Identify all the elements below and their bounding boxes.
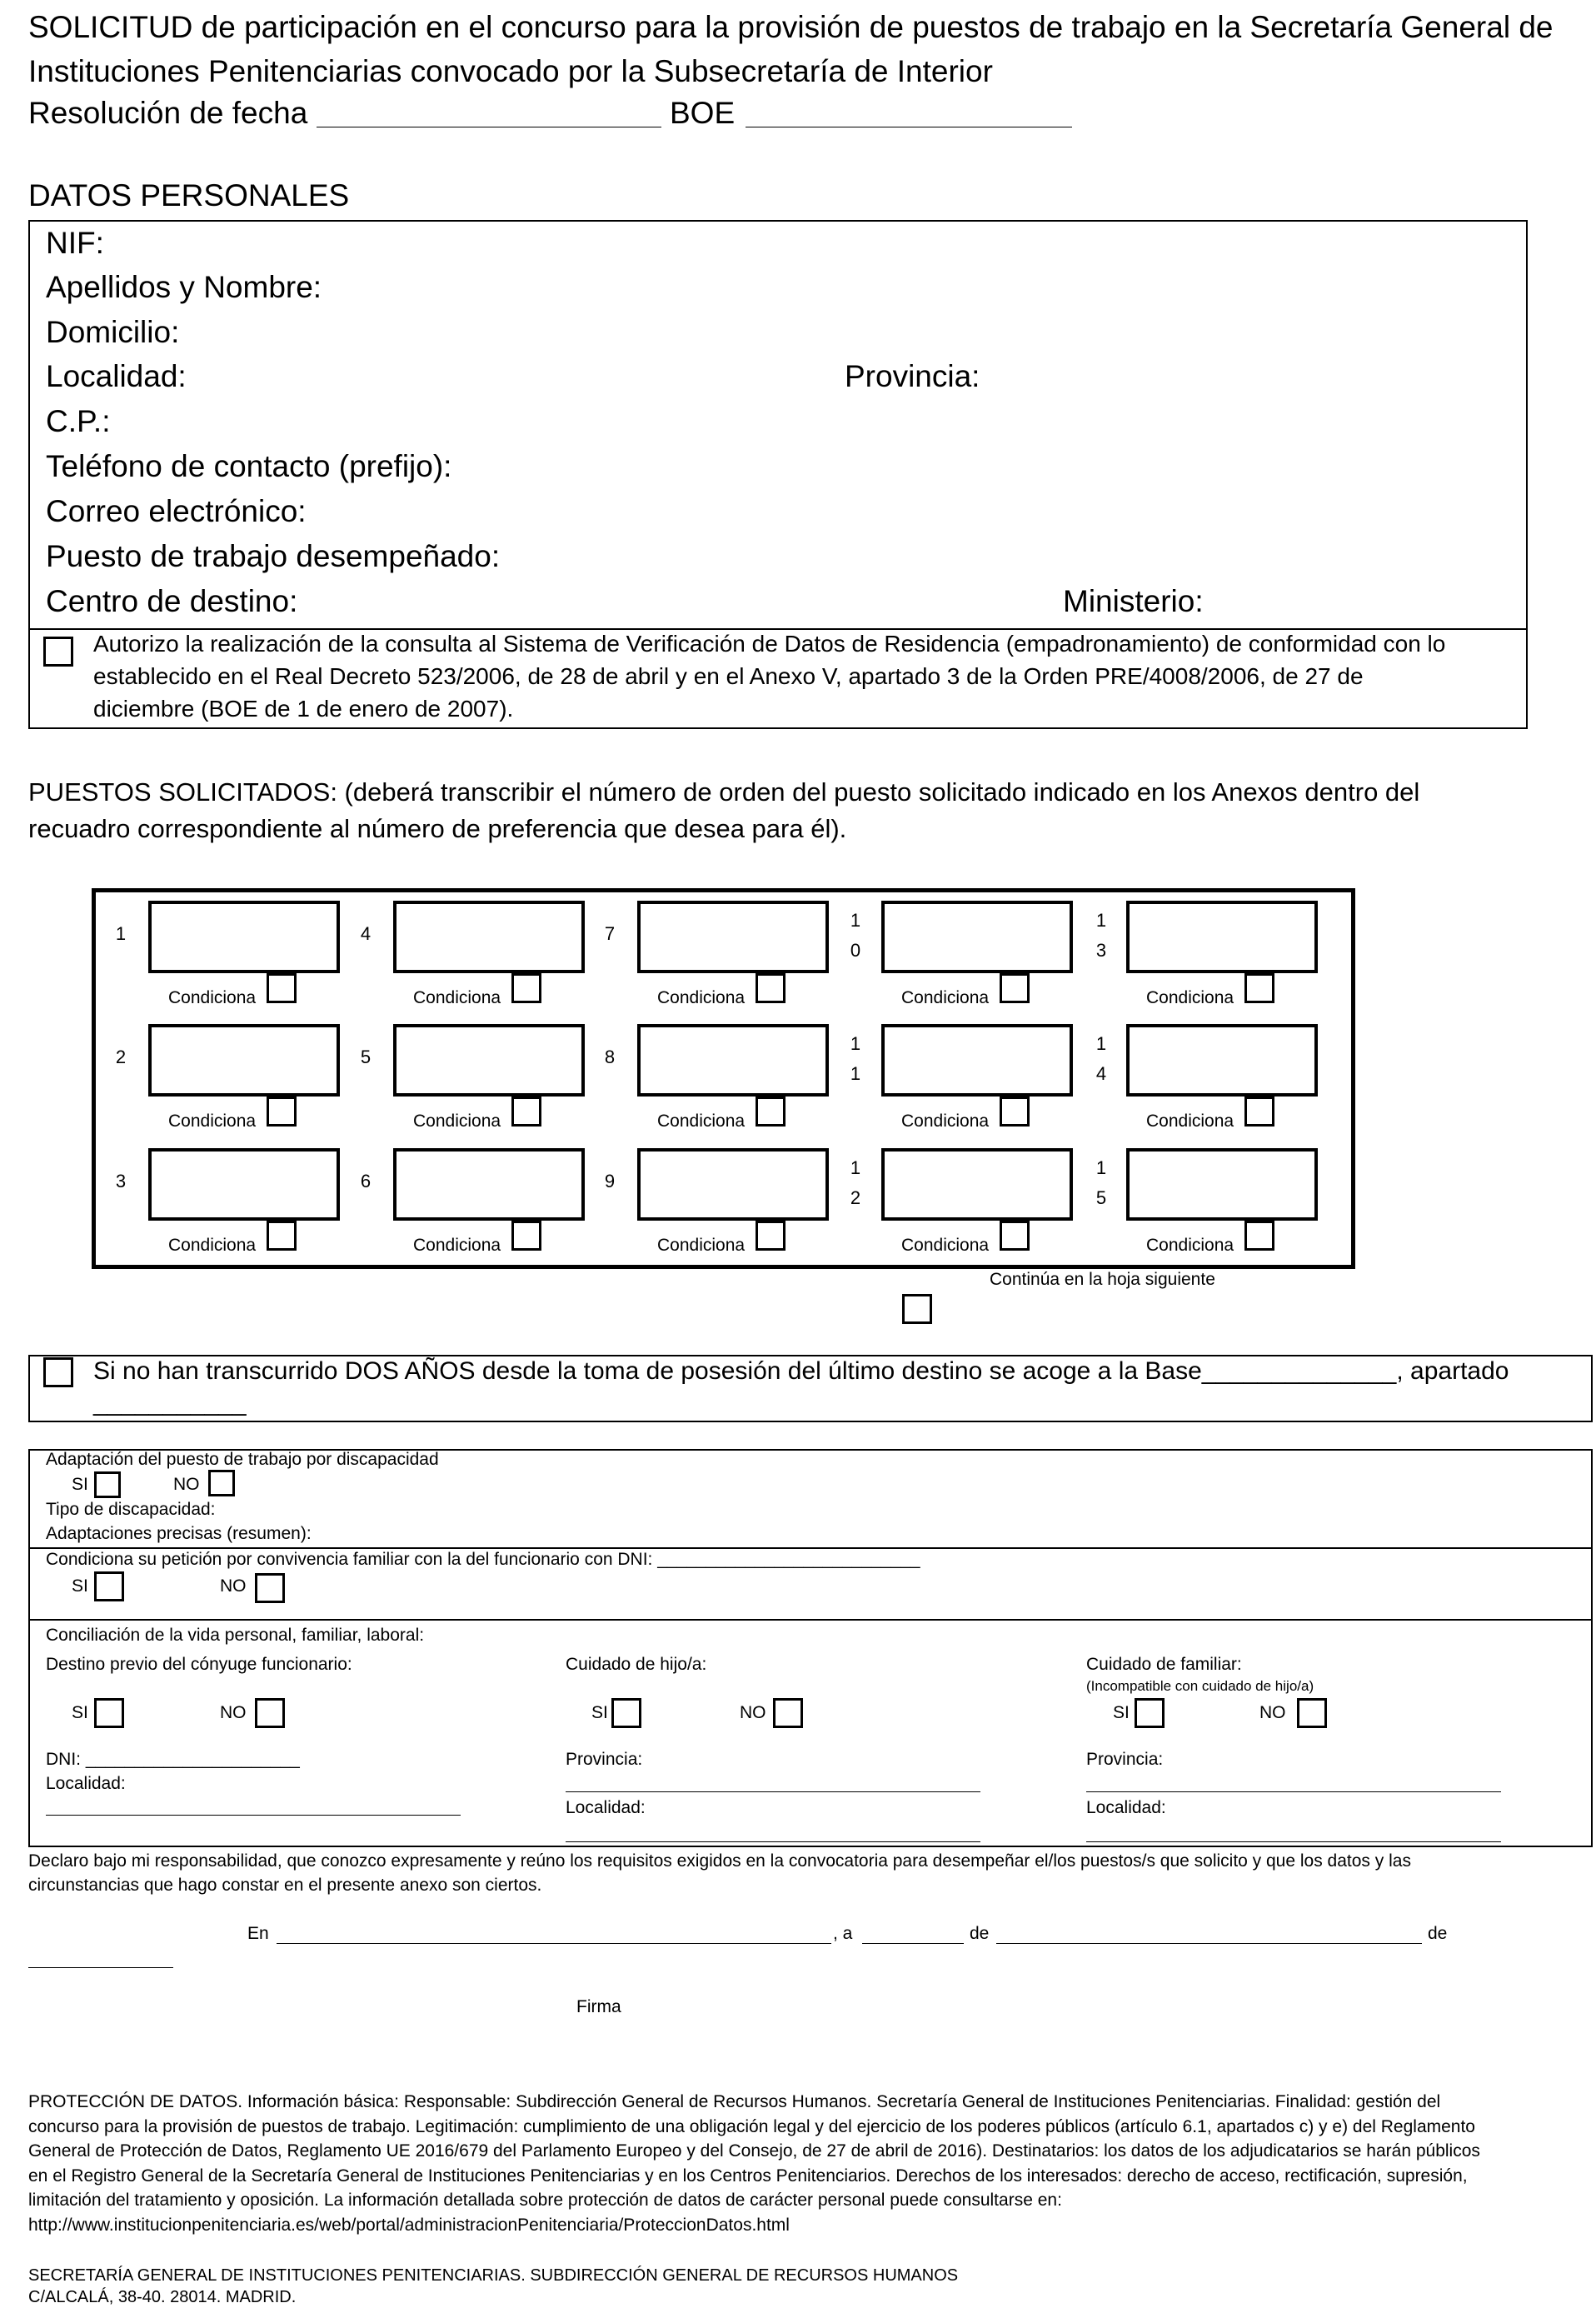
- cuidado-familiar-no-checkbox[interactable]: [1297, 1698, 1327, 1728]
- declaracion-text-2: circunstancias que hago constar en el presente anexo son ciertos.: [28, 1876, 542, 1895]
- puestos-heading-2: recuadro correspondiente al número de preferencia que desea para él).: [28, 814, 847, 843]
- preference-number: 2: [115, 1047, 127, 1067]
- fecha-a-label: , a: [833, 1924, 853, 1943]
- adaptacion-box: [28, 1449, 1593, 1847]
- declaracion-text-1: Declaro bajo mi responsabilidad, que conozco expresamente y reúno los requisitos exigidos en la convocatoria para desempeñar el/los puestos/s que solicito y que los datos y las: [28, 1851, 1411, 1871]
- fecha-de-label-2: de: [1428, 1924, 1448, 1943]
- puestos-heading-1: PUESTOS SOLICITADOS: (deberá transcribir el número de orden del puesto solicitado indicado en los Anexos dentro del: [28, 777, 1420, 807]
- puesto-field-3[interactable]: [637, 901, 829, 973]
- telefono-label: Teléfono de contacto (prefijo):: [46, 449, 452, 483]
- localidad-conyuge-label: Localidad:: [46, 1774, 126, 1793]
- condiciona-label: Condiciona: [901, 988, 990, 1007]
- dni-field[interactable]: DNI: ______________________: [46, 1750, 300, 1769]
- footer-line-2: C/ALCALÁ, 38-40. 28014. MADRID.: [28, 2288, 297, 2306]
- proteccion-datos-line: concurso para la provisión de puestos de trabajo. Legitimación: cumplimiento de una obligación legal y del ejercicio de los poderes públicos (artículo 6.1, apartados c) y e) del Reglamento: [28, 2116, 1475, 2136]
- dos-anos-checkbox[interactable]: [43, 1357, 73, 1387]
- preference-number: 9: [604, 1171, 616, 1191]
- dos-anos-text-1: Si no han transcurrido DOS AÑOS desde la toma de posesión del último destino se acoge a la Base______________, apartado: [93, 1357, 1509, 1385]
- proteccion-datos-line: en el Registro General de la Secretaría General de Instituciones Penitenciarias y en los Centros Penitenciarios. Derechos de los interesados: derecho de acceso, rectificación, supresión,: [28, 2166, 1468, 2186]
- provincia-label: Provincia:: [845, 359, 980, 393]
- preference-number: 1 1: [850, 1033, 861, 1084]
- preference-number: 5: [360, 1047, 372, 1067]
- preference-number: 1: [115, 923, 127, 944]
- preference-number: 8: [604, 1047, 616, 1067]
- firma-label: Firma: [576, 1997, 621, 2016]
- condiciona-checkbox-6[interactable]: [267, 1097, 297, 1127]
- convivencia-no-checkbox[interactable]: [255, 1573, 285, 1603]
- condiciona-label: Condiciona: [901, 1236, 990, 1255]
- puesto-field-12[interactable]: [393, 1148, 585, 1221]
- boe-label: BOE: [670, 96, 736, 130]
- mes-field[interactable]: [996, 1943, 1422, 1944]
- preference-number: 1 2: [850, 1157, 861, 1208]
- puesto-desempenado-label: Puesto de trabajo desempeñado:: [46, 539, 501, 573]
- preference-number: 1 4: [1095, 1033, 1107, 1084]
- nif-label: NIF:: [46, 226, 104, 260]
- cuidado-familiar-si-checkbox[interactable]: [1135, 1698, 1165, 1728]
- puesto-field-11[interactable]: [148, 1148, 340, 1221]
- convivencia-no-label: NO: [220, 1576, 247, 1596]
- condiciona-label: Condiciona: [657, 988, 746, 1007]
- resolucion-label: Resolución de fecha: [28, 96, 308, 130]
- puesto-field-9[interactable]: [881, 1024, 1073, 1097]
- convivencia-si-label: SI: [72, 1576, 88, 1596]
- condiciona-label: Condiciona: [1146, 1112, 1234, 1131]
- destino-previo-no-label: NO: [220, 1703, 247, 1722]
- proteccion-datos-line: limitación del tratamiento y oposición. La información detallada sobre protección de datos de carácter personal puede consultarse en:: [28, 2191, 1062, 2210]
- autorizo-text-3: diciembre (BOE de 1 de enero de 2007).: [93, 696, 514, 722]
- fecha-de-label-1: de: [970, 1924, 990, 1943]
- cp-label: C.P.:: [46, 404, 111, 438]
- divider: [28, 1619, 1593, 1621]
- condiciona-checkbox-4[interactable]: [1000, 973, 1030, 1003]
- domicilio-label: Domicilio:: [46, 315, 180, 349]
- dos-anos-text-2: ___________: [93, 1389, 247, 1416]
- preference-number: 3: [115, 1171, 127, 1191]
- puesto-field-4[interactable]: [881, 901, 1073, 973]
- dia-field[interactable]: [862, 1943, 964, 1944]
- puesto-field-7[interactable]: [393, 1024, 585, 1097]
- condiciona-label: Condiciona: [657, 1236, 746, 1255]
- proteccion-datos: [28, 2090, 1480, 2237]
- cuidado-hijo-si-label: SI: [591, 1703, 608, 1722]
- condiciona-checkbox-8[interactable]: [756, 1097, 786, 1127]
- cuidado-familiar-si-label: SI: [1113, 1703, 1130, 1722]
- autorizo-checkbox[interactable]: [43, 637, 73, 667]
- puesto-field-5[interactable]: [1126, 901, 1318, 973]
- centro-destino-label: Centro de destino:: [46, 584, 298, 618]
- puesto-field-15[interactable]: [1126, 1148, 1318, 1221]
- form-title-line-1: SOLICITUD de participación en el concurso para la provisión de puestos de trabajo en la Secretaría General de: [28, 10, 1554, 44]
- condiciona-checkbox-9[interactable]: [1000, 1097, 1030, 1127]
- datos-personales-heading: DATOS PERSONALES: [28, 178, 350, 212]
- localidad-hijo-field[interactable]: [566, 1841, 980, 1842]
- autorizo-text-1: Autorizo la realización de la consulta al Sistema de Verificación de Datos de Residencia (empadronamiento) de conformidad con lo: [93, 631, 1446, 657]
- localidad-label: Localidad:: [46, 359, 187, 393]
- preference-number: 1 0: [850, 910, 861, 961]
- preference-number: 4: [360, 923, 372, 944]
- anio-field[interactable]: [28, 1967, 173, 1968]
- autorizo-text-2: establecido en el Real Decreto 523/2006, de 28 de abril y en el Anexo V, apartado 3 de la Orden PRE/4008/2006, de 27 de: [93, 663, 1364, 689]
- adaptacion-no-label: NO: [173, 1475, 200, 1494]
- proteccion-datos-line: http://www.institucionpenitenciaria.es/web/portal/administracionPenitenciaria/ProteccionDatos.html: [28, 2215, 790, 2235]
- condiciona-label: Condiciona: [168, 1112, 257, 1131]
- localidad-conyuge-field[interactable]: [46, 1815, 461, 1816]
- condiciona-checkbox-15[interactable]: [1244, 1221, 1274, 1251]
- preference-number: 6: [360, 1171, 372, 1191]
- preference-number: 1 3: [1095, 910, 1107, 961]
- incompatible-note: (Incompatible con cuidado de hijo/a): [1086, 1678, 1314, 1694]
- correo-label: Correo electrónico:: [46, 494, 307, 528]
- condiciona-checkbox-5[interactable]: [1244, 973, 1274, 1003]
- ministerio-label: Ministerio:: [1063, 584, 1204, 618]
- adaptacion-no-checkbox[interactable]: [208, 1470, 235, 1496]
- cuidado-hijo-no-label: NO: [740, 1703, 766, 1722]
- cuidado-familiar-label: Cuidado de familiar:: [1086, 1655, 1242, 1674]
- continua-label: Continúa en la hoja siguiente: [990, 1270, 1215, 1289]
- puesto-field-8[interactable]: [637, 1024, 829, 1097]
- form-title-line-2: Instituciones Penitenciarias convocado por la Subsecretaría de Interior: [28, 54, 993, 88]
- adaptaciones-label: Adaptaciones precisas (resumen):: [46, 1524, 312, 1543]
- condiciona-label: Condiciona: [413, 988, 501, 1007]
- puesto-field-13[interactable]: [637, 1148, 829, 1221]
- cuidado-hijo-si-checkbox[interactable]: [611, 1698, 641, 1728]
- apellidos-nombre-label: Apellidos y Nombre:: [46, 270, 322, 304]
- convivencia-si-checkbox[interactable]: [94, 1571, 124, 1601]
- lugar-field[interactable]: [277, 1943, 831, 1944]
- destino-previo-si-label: SI: [72, 1703, 88, 1722]
- condiciona-checkbox-7[interactable]: [511, 1097, 541, 1127]
- puesto-field-1[interactable]: [148, 901, 340, 973]
- convivencia-label: Condiciona su petición por convivencia familiar con la del funcionario con DNI: ___________________________: [46, 1550, 920, 1569]
- proteccion-datos-line: PROTECCIÓN DE DATOS. Información básica: Responsable: Subdirección General de Recursos Humanos. Secretaría General de Instituciones Penitenciarias. Finalidad: gestión del: [28, 2092, 1441, 2111]
- adaptacion-si-label: SI: [72, 1475, 88, 1494]
- condiciona-checkbox-14[interactable]: [1000, 1221, 1030, 1251]
- proteccion-datos-line: General de Protección de Datos, Reglamento UE 2016/679 del Parlamento Europeo y del Consejo, de 27 de abril de 2016). Destinatarios: los datos de los adjudicatarios se harán públicos: [28, 2141, 1480, 2161]
- continua-checkbox[interactable]: [902, 1294, 932, 1324]
- condiciona-label: Condiciona: [1146, 1236, 1234, 1255]
- condiciona-checkbox-10[interactable]: [1244, 1097, 1274, 1127]
- condiciona-label: Condiciona: [168, 1236, 257, 1255]
- destino-previo-label: Destino previo del cónyuge funcionario:: [46, 1655, 352, 1674]
- cuidado-familiar-no-label: NO: [1259, 1703, 1286, 1722]
- puesto-field-2[interactable]: [393, 901, 585, 973]
- localidad-hijo-label: Localidad:: [566, 1798, 646, 1817]
- preference-number: 7: [604, 923, 616, 944]
- preference-number: 1 5: [1095, 1157, 1107, 1208]
- lugar-en-label: En: [247, 1924, 269, 1943]
- condiciona-label: Condiciona: [1146, 988, 1234, 1007]
- provincia-hijo-field[interactable]: [566, 1791, 980, 1792]
- destino-previo-si-checkbox[interactable]: [94, 1698, 124, 1728]
- condiciona-checkbox-13[interactable]: [756, 1221, 786, 1251]
- localidad-familiar-label: Localidad:: [1086, 1798, 1166, 1817]
- puesto-field-6[interactable]: [148, 1024, 340, 1097]
- puesto-field-10[interactable]: [1126, 1024, 1318, 1097]
- provincia-familiar-label: Provincia:: [1086, 1750, 1164, 1769]
- localidad-familiar-field[interactable]: [1086, 1841, 1501, 1842]
- puesto-field-14[interactable]: [881, 1148, 1073, 1221]
- condiciona-label: Condiciona: [657, 1112, 746, 1131]
- tipo-discapacidad-label: Tipo de discapacidad:: [46, 1500, 216, 1519]
- condiciona-checkbox-11[interactable]: [267, 1221, 297, 1251]
- destino-previo-no-checkbox[interactable]: [255, 1698, 285, 1728]
- condiciona-label: Condiciona: [413, 1112, 501, 1131]
- cuidado-hijo-no-checkbox[interactable]: [773, 1698, 803, 1728]
- condiciona-checkbox-12[interactable]: [511, 1221, 541, 1251]
- adaptacion-title: Adaptación del puesto de trabajo por discapacidad: [46, 1450, 439, 1469]
- condiciona-checkbox-3[interactable]: [756, 973, 786, 1003]
- provincia-familiar-field[interactable]: [1086, 1791, 1501, 1792]
- provincia-hijo-label: Provincia:: [566, 1750, 643, 1769]
- adaptacion-si-checkbox[interactable]: [94, 1471, 121, 1498]
- condiciona-label: Condiciona: [168, 988, 257, 1007]
- cuidado-hijo-label: Cuidado de hijo/a:: [566, 1655, 707, 1674]
- conciliacion-title: Conciliación de la vida personal, familiar, laboral:: [46, 1626, 425, 1645]
- condiciona-label: Condiciona: [901, 1112, 990, 1131]
- condiciona-checkbox-2[interactable]: [511, 973, 541, 1003]
- condiciona-label: Condiciona: [413, 1236, 501, 1255]
- condiciona-checkbox-1[interactable]: [267, 973, 297, 1003]
- footer-line-1: SECRETARÍA GENERAL DE INSTITUCIONES PENITENCIARIAS. SUBDIRECCIÓN GENERAL DE RECURSOS HUMANOS: [28, 2266, 959, 2285]
